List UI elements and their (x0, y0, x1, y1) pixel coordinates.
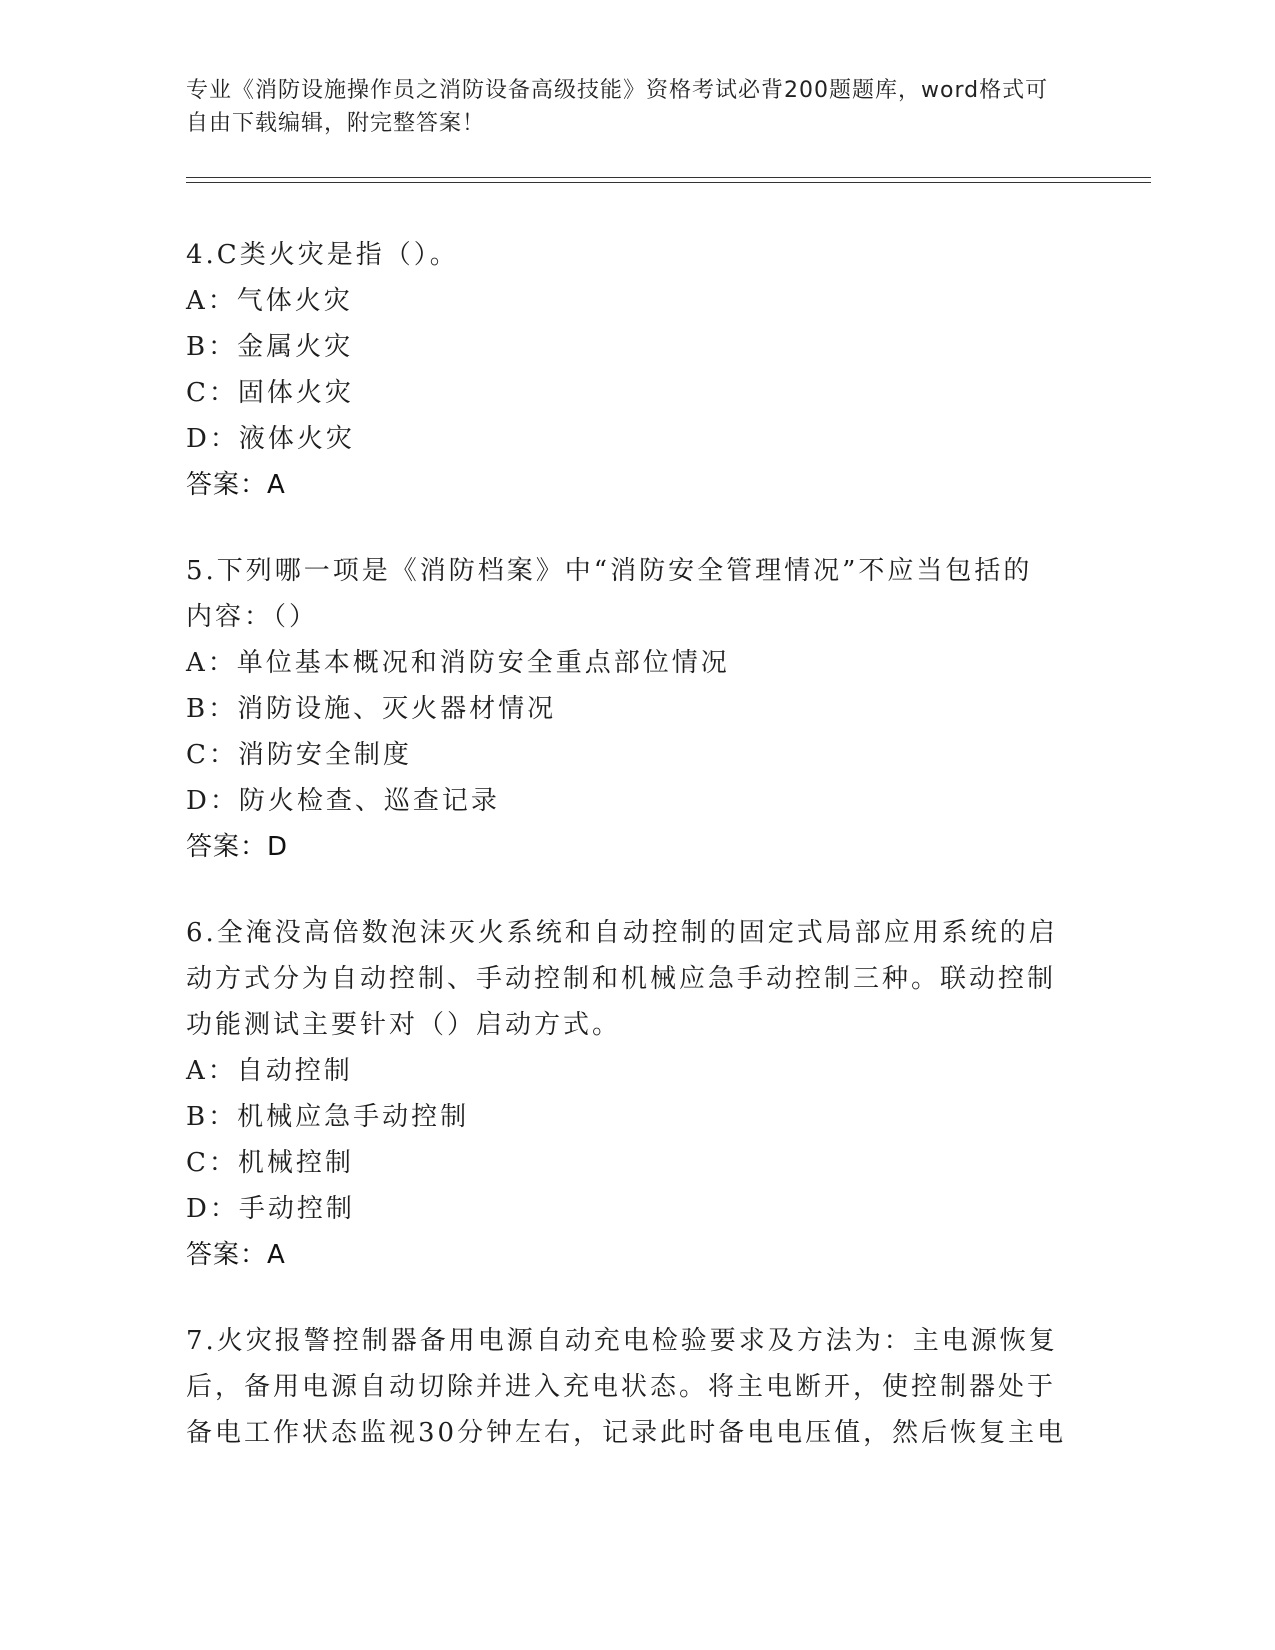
document-header: 专业《消防设施操作员之消防设备高级技能》资格考试必背200题题库，word格式可自由下载编辑，附完整答案！ (186, 78, 1049, 136)
question-stem: 内容：（） (186, 602, 319, 632)
option-d: D：防火检查、巡查记录 (186, 786, 500, 816)
option-a: A：单位基本概况和消防安全重点部位情况 (186, 648, 730, 678)
option-c: C：固体火灾 (186, 378, 354, 408)
answer: 答案：A (186, 470, 286, 500)
option-c: C：机械控制 (186, 1148, 354, 1178)
question-list (186, 232, 1086, 1496)
question-stem: 5.下列哪一项是《消防档案》中“消防安全管理情况”不应当包括的 (186, 556, 1033, 586)
question-stem: 7.火灾报警控制器备用电源自动充电检验要求及方法为：主电源恢复 (186, 1326, 1058, 1356)
option-d: D：手动控制 (186, 1194, 355, 1224)
answer: 答案：A (186, 1240, 286, 1270)
question-stem: 备电工作状态监视30分钟左右，记录此时备电电压值，然后恢复主电 (186, 1418, 1067, 1448)
header-rule-bottom (186, 182, 1151, 183)
question-stem: 4.C类火灾是指（）。 (186, 240, 459, 270)
question-4 (186, 232, 1086, 508)
question-stem: 动方式分为自动控制、手动控制和机械应急手动控制三种。联动控制 (186, 964, 1057, 994)
option-b: B：机械应急手动控制 (186, 1102, 470, 1132)
option-b: B：金属火灾 (186, 332, 354, 362)
header-rule-top (186, 177, 1151, 178)
option-c: C：消防安全制度 (186, 740, 412, 770)
question-stem: 6.全淹没高倍数泡沫灭火系统和自动控制的固定式局部应用系统的启 (186, 918, 1058, 948)
option-d: D：液体火灾 (186, 424, 355, 454)
question-7 (186, 1318, 1086, 1456)
question-stem: 功能测试主要针对（）启动方式。 (186, 1010, 622, 1040)
question-6 (186, 910, 1086, 1278)
answer: 答案：D (186, 832, 289, 862)
option-a: A：气体火灾 (186, 286, 353, 316)
question-stem: 后，备用电源自动切除并进入充电状态。将主电断开，使控制器处于 (186, 1372, 1057, 1402)
option-a: A：自动控制 (186, 1056, 353, 1086)
question-5 (186, 548, 1086, 870)
option-b: B：消防设施、灭火器材情况 (186, 694, 557, 724)
